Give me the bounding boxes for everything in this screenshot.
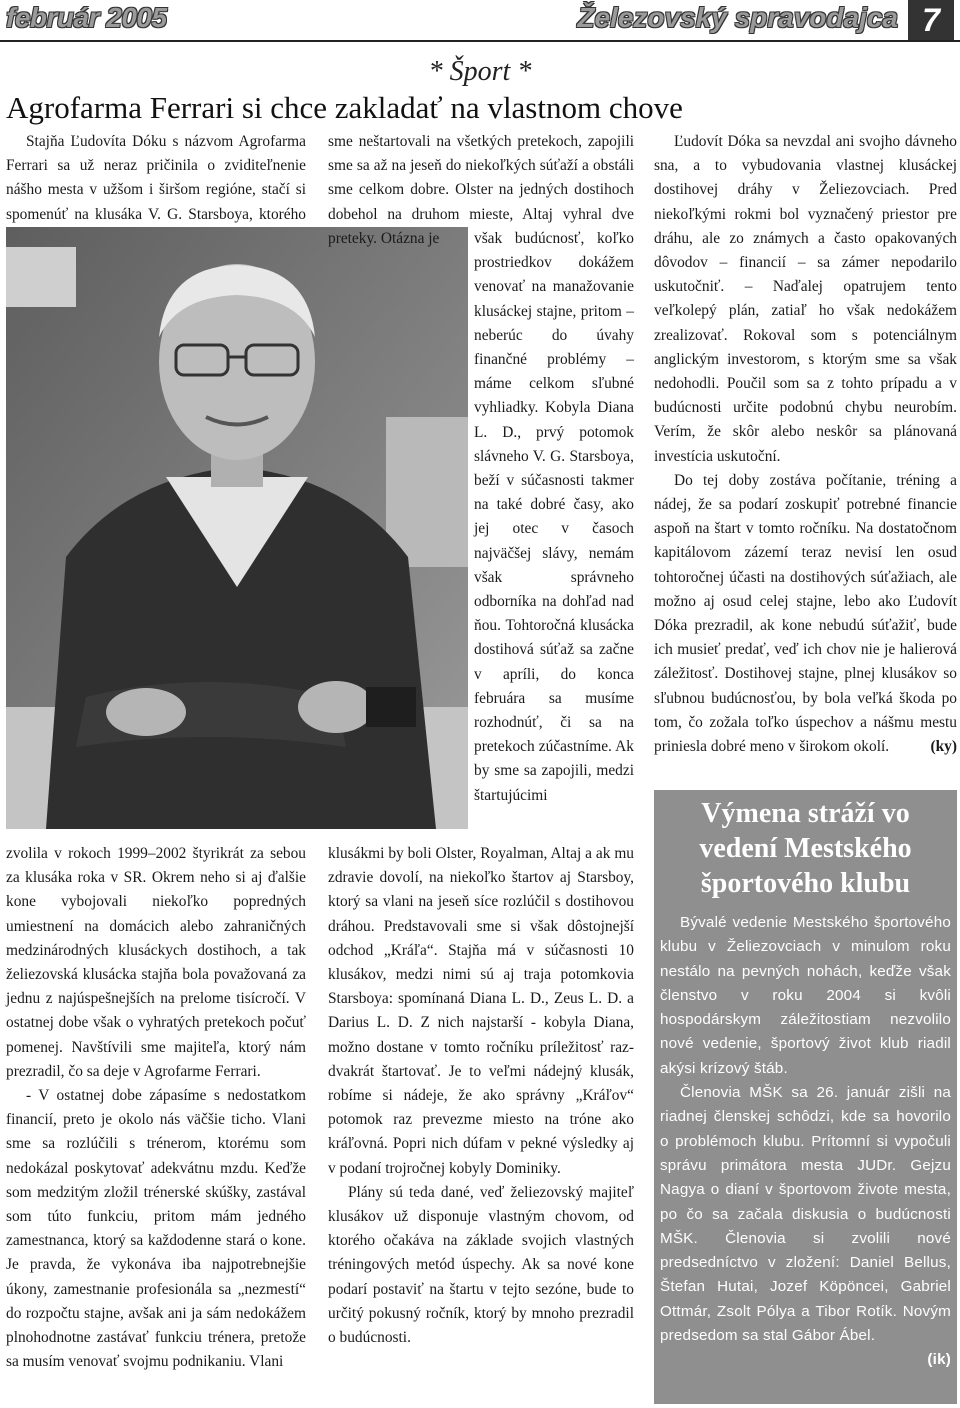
sidebar-paragraph: Členovia MŠK sa 26. január zišli na riadnej členskej schôdzi, kde sa hovorilo o problémoch klubu. Prítomní si vypočuli správu primátora mesta JUDr. Gejzu Nagya o dianí v športovom živote mesta, po čo sa začala diskusia o budúcnosti MŠK. Členovia si zvolili nové predsedníctvo v zložení: Daniel Bellus, Štefan Hutai, Jozef Köpöncei, Gabriel Ottmár, Zsolt Pólya a Tibor Rotík. Novým predsedom sa stal Gábor Ábel.: [660, 1084, 951, 1345]
sidebar-body: [660, 911, 951, 1369]
issue-date: február 2005: [6, 2, 167, 33]
article-paragraph: Stajňa Ľudovíta Dóku s názvom Agrofarma Ferrari sa už neraz pričinila o zviditeľnenie nášho mesta v užšom i širšom regióne, stačí si spomenúť na klusáka V. G. Starsboya, ktorého: [6, 133, 306, 223]
article-signature: (ky): [930, 738, 957, 756]
header-rule: [0, 40, 960, 42]
publication-title: Železovský spravodajca: [577, 2, 898, 33]
section-label: * Šport *: [428, 56, 532, 87]
article-paragraph: Plány sú teda dané, veď želiezovský majiteľ klusákov už disponuje vlastným chovom, od ktorého očakáva na základe svojich vlastných tréningových metód úspechy. Ak sa nové kone podarí postaviť na štartu v tejto sezóne, bude to určitý pokusný ročník, ktorý by mnoho prezradil o budúcnosti.: [328, 1183, 634, 1347]
page-number: 7: [908, 0, 954, 40]
article-paragraph: sme neštartovali na všetkých pretekoch, zapojili sme sa až na jeseň do niekoľkých súťaží a obstáli sme celkom dobre. Olster na jedných dostihoch dobehol na druhom mieste, Altaj vyhral dve preteky. Otázna je: [328, 133, 634, 247]
article-paragraph: zvolila v rokoch 1999–2002 štyrikrát za sebou za klusáka roka v SR. Okrem neho si aj ďalšie kone vybojovali niekoľko popredných umiestnení na domácich alebo zahraničných medzinárodných klusáckych dostihoch, a tak želiezovská klusácka stajňa bola považovaná za jednu z najúspešnejších na prelome tisícročí. V ostatnej dobe však o vyhratých pretekoch počuť pomenej. Navštívili sme majiteľa, ktorý nám prezradil, čo sa deje v Agrofarme Ferrari.: [6, 845, 306, 1080]
article-column-1-bottom: [6, 842, 306, 1374]
article-column-2-bottom: [328, 842, 634, 1350]
sidebar-paragraph: Bývalé vedenie Mestského športového klubu v Želiezovciach v minulom roku nestálo na pevných nohách, keďže však členstvo v roku 2004 si kvôli hospodárskym záležitostiam nezvolilo nové vedenie, športový život klub riadil akýsi krízový štáb.: [660, 914, 951, 1077]
portrait-photo: [6, 227, 468, 829]
article-column-3: [654, 130, 957, 759]
sidebar-box: [654, 790, 957, 1404]
article-paragraph: Ľudovít Dóka sa nevzdal ani svojho dávneho sna, a to vybudovania vlastnej klusáckej dostihovej dráhy v Želiezovciach. Pred niekoľkými rokmi bol vyznačený priestor pre dráhu, ale zo známych a často opakovaných dôvodov – financií – sa zámer nepodarilo uskutočniť. – Naďalej opatrujem tento veľkolepý plán, zatiaľ ho však nedokážem zrealizovať. Rokoval som s potenciálnym anglickým investorom, s ktorým sme sa však nedohodli. Poučil som sa z tohto prípadu a v budúcnosti určite podobnú chybu neurobím. Verím, že skôr alebo neskôr sa plánovaná investícia uskutoční.: [654, 133, 957, 465]
article-paragraph: [654, 469, 957, 759]
article-paragraph: - V ostatnej dobe zápasíme s nedostatkom financií, preto je okolo nás väčšie ticho. Vlani sme sa rozlúčili s trénerom, ktorému som nedokázal poskytovať adekvátnu mzdu. Keďže som medzitým zložil trénerské skúšky, zastával som túto funkciu, pritom mám jedného zamestnanca, ktorý sa každodenne stará o kone. Je pravda, že vykonáva iba najpotrebnejšie úkony, zamestnanie profesionála sa „nezmestí“ do rozpočtu stajne, avšak ani ja sám nedokážem plnohodnotne zastávať funkciu trénera, pretože sa musím venovať svojmu podnikaniu. Vlani: [6, 1087, 306, 1371]
article-headline: Agrofarma Ferrari si chce zakladať na vlastnom chove: [6, 90, 683, 125]
page-header: [0, 0, 960, 42]
article-paragraph: klusákmi by boli Olster, Royalman, Altaj a ak mu zdravie dovolí, na niekoľko štartov aj Starsboy, ktorý sa vlani na jeseň síce rozlúčil s dostihovou dráhou. Predstavovali sme si však dôstojnejší odchod „Kráľa“. Stajňa má v súčasnosti 10 klusákov, medzi nimi sú aj traja potomkovia Starsboya: spomínaná Diana L. D., Zeus L. D. a Darius L. D. Z nich najstarší - kobyla Diana, možno dostane v tomto ročníku príležitosť raz-dvakrát štartovať. Je to veľmi nádejný klusák, robíme si nádeje, že ako správny „Kráľov“ potomok raz prevezme miesto na tróne ako kráľovná. Popri nich dúfam v pekné výsledky aj v podaní trojročnej kobyly Dominiky.: [328, 845, 634, 1177]
paragraph-text: Do tej doby zostáva počítanie, tréning a nádej, že sa podarí zoskupiť potrebné financie aspoň na štart v tomto ročníku. Na dostatočnom kapitálovom zázemí teraz nevisí len osud tohtoročnej účasti na dostihových súťažiach, ale možno aj osud celej stajne, lebo ako Ľudovít Dóka prezradil, ak kone nebudú súťažiť, bude ich musieť predať, veď ich chov nie je halierová záležitosť. Dostihovej stajne, plnej klusákov so sľubnou budúcnosťou, by bola veľká škoda po tom, čo zožala toľko úspechov a nášmu mestu priniesla dobré meno v širokom okolí.: [654, 471, 957, 756]
sidebar-signature: (ik): [927, 1351, 951, 1369]
article-column-2-narrow: [474, 227, 634, 808]
portrait-illustration: [6, 227, 468, 829]
article-paragraph: však budúcnosť, koľko prostriedkov dokážem venovať na manažovanie klusáckej stajne, pritom – neberúc do úvahy finančné problémy – máme celkom sľubné vyhliadky. Kobyla Diana L. D., prvý potomok slávneho V. G. Starsboya, beží v súčasnosti takmer na také dobré časy, ako jej otec v časoch najväčšej slávy, nemám však správneho odborníka na dohľad nad ňou. Tohtoročná klusácka dostihová súťaž sa začne v apríli, do konca februára sa musíme rozhodnúť, či sa na pretekoch zúčastníme. Ak by sme sa zapojili, medzi štartujúcimi: [474, 230, 634, 804]
sidebar-title: Výmena stráží vo vedení Mestského športového klubu: [699, 798, 912, 899]
